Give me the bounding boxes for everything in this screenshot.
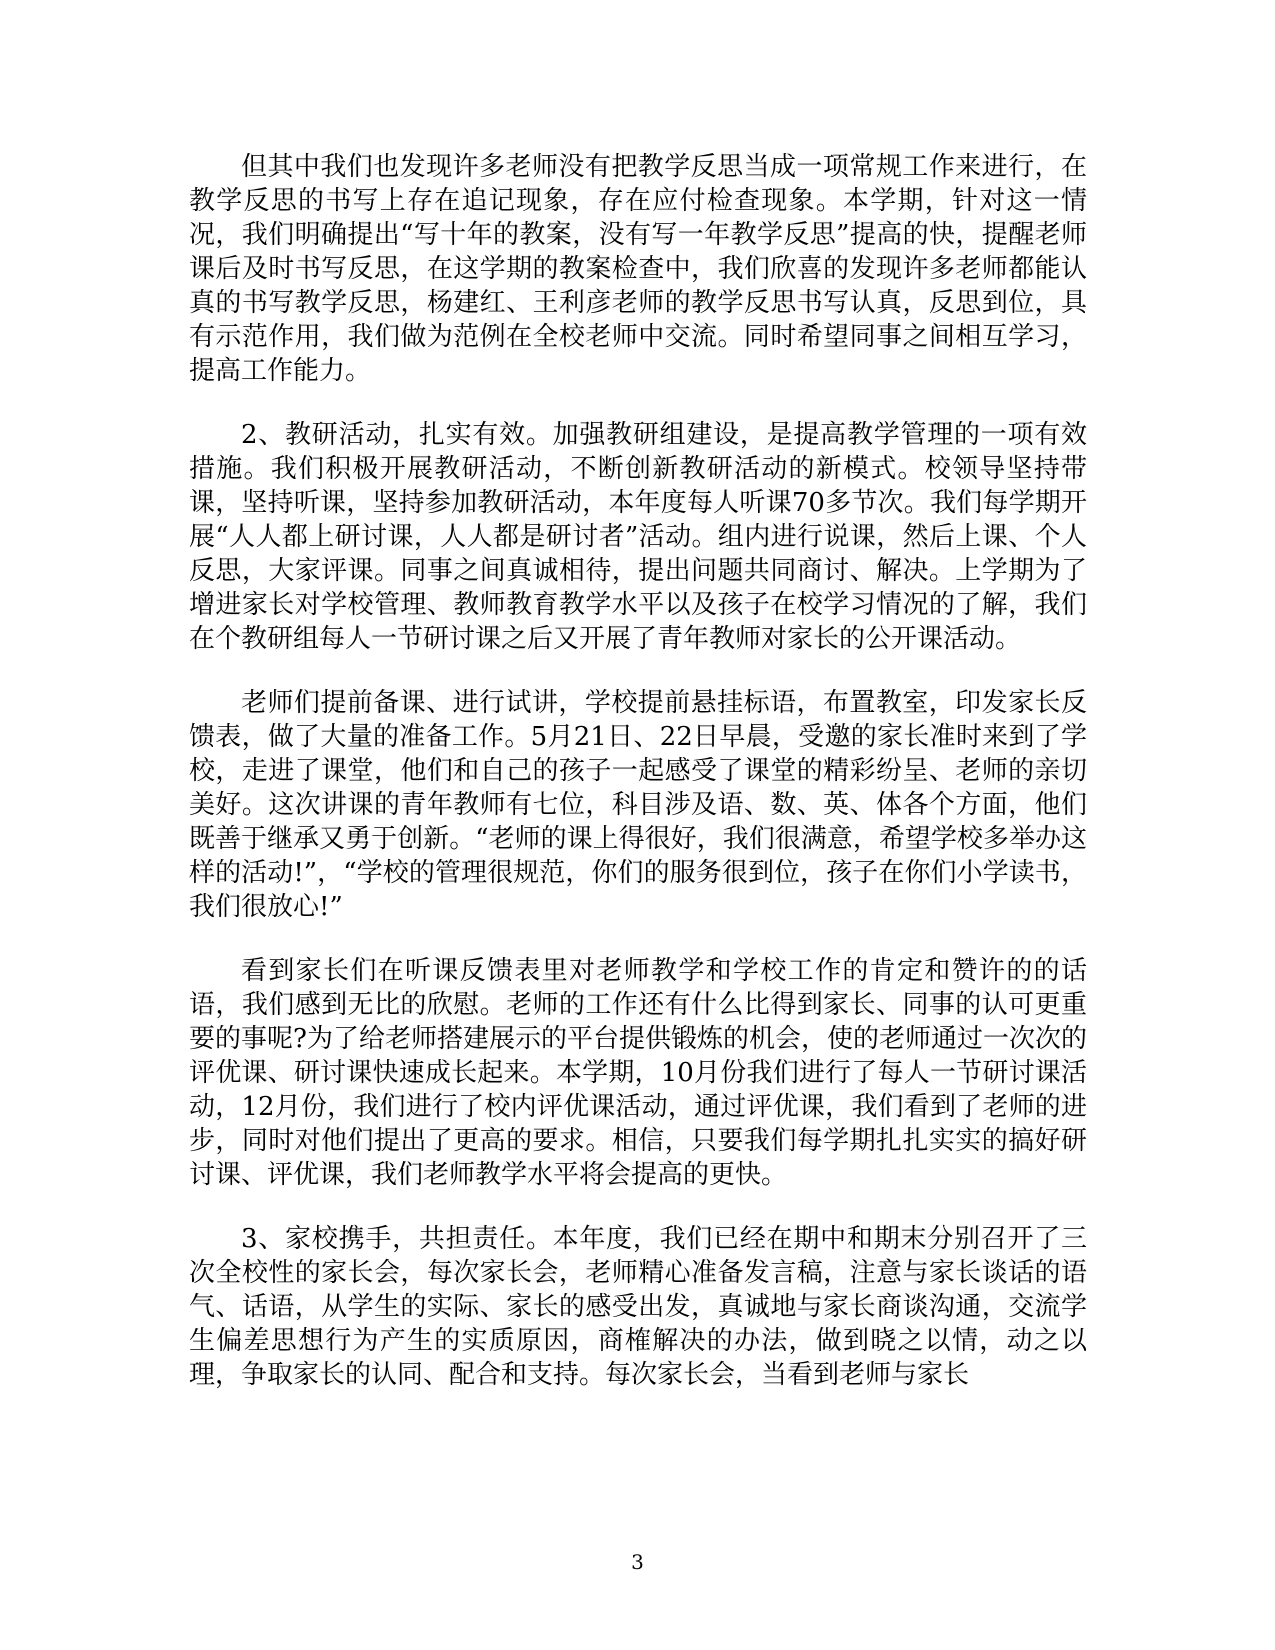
document-body <box>189 150 1087 1392</box>
paragraph-teaching-research: 2、教研活动，扎实有效。加强教研组建设，是提高教学管理的一项有效措施。我们积极开展教研活动，不断创新教研活动的新模式。校领导坚持带课，坚持听课，坚持参加教研活动，本年度每人听课70多节次。我们每学期开展“人人都上研讨课，人人都是研讨者”活动。组内进行说课，然后上课、个人反思，大家评课。同事之间真诚相待，提出问题共同商讨、解决。上学期为了增进家长对学校管理、教师教育教学水平以及孩子在校学习情况的了解，我们在个教研组每人一节研讨课之后又开展了青年教师对家长的公开课活动。 <box>189 420 1087 654</box>
paragraph-home-school: 3、家校携手，共担责任。本年度，我们已经在期中和期末分别召开了三次全校性的家长会，每次家长会，老师精心准备发言稿，注意与家长谈话的语气、话语，从学生的实际、家长的感受出发，真诚地与家长商谈沟通，交流学生偏差思想行为产生的实质原因，商榷解决的办法，做到晓之以情，动之以理，争取家长的认同、配合和支持。每次家长会，当看到老师与家长 <box>189 1224 1087 1390</box>
paragraph-parent-feedback: 看到家长们在听课反馈表里对老师教学和学校工作的肯定和赞许的的话语，我们感到无比的欣慰。老师的工作还有什么比得到家长、同事的认可更重要的事呢?为了给老师搭建展示的平台提供锻炼的机会，使的老师通过一次次的评优课、研讨课快速成长起来。本学期，10月份我们进行了每人一节研讨课活动，12月份，我们进行了校内评优课活动，通过评优课，我们看到了老师的进步，同时对他们提出了更高的要求。相信，只要我们每学期扎扎实实的搞好研讨课、评优课，我们老师教学水平将会提高的更快。 <box>189 956 1087 1190</box>
page-number: 3 <box>631 1550 644 1574</box>
paragraph-reflection: 但其中我们也发现许多老师没有把教学反思当成一项常规工作来进行，在教学反思的书写上存在追记现象，存在应付检查现象。本学期，针对这一情况，我们明确提出“写十年的教案，没有写一年教学反思”提高的快，提醒老师课后及时书写反思，在这学期的教案检查中，我们欣喜的发现许多老师都能认真的书写教学反思，杨建红、王利彦老师的教学反思书写认真，反思到位，具有示范作用，我们做为范例在全校老师中交流。同时希望同事之间相互学习，提高工作能力。 <box>189 152 1087 386</box>
paragraph-open-class: 老师们提前备课、进行试讲，学校提前悬挂标语，布置教室，印发家长反馈表，做了大量的准备工作。5月21日、22日早晨，受邀的家长准时来到了学校，走进了课堂，他们和自己的孩子一起感受了课堂的精彩纷呈、老师的亲切美好。这次讲课的青年教师有七位，科目涉及语、数、英、体各个方面，他们既善于继承又勇于创新。“老师的课上得很好，我们很满意，希望学校多举办这样的活动!”，“学校的管理很规范，你们的服务很到位，孩子在你们小学读书，我们很放心!” <box>189 688 1087 922</box>
